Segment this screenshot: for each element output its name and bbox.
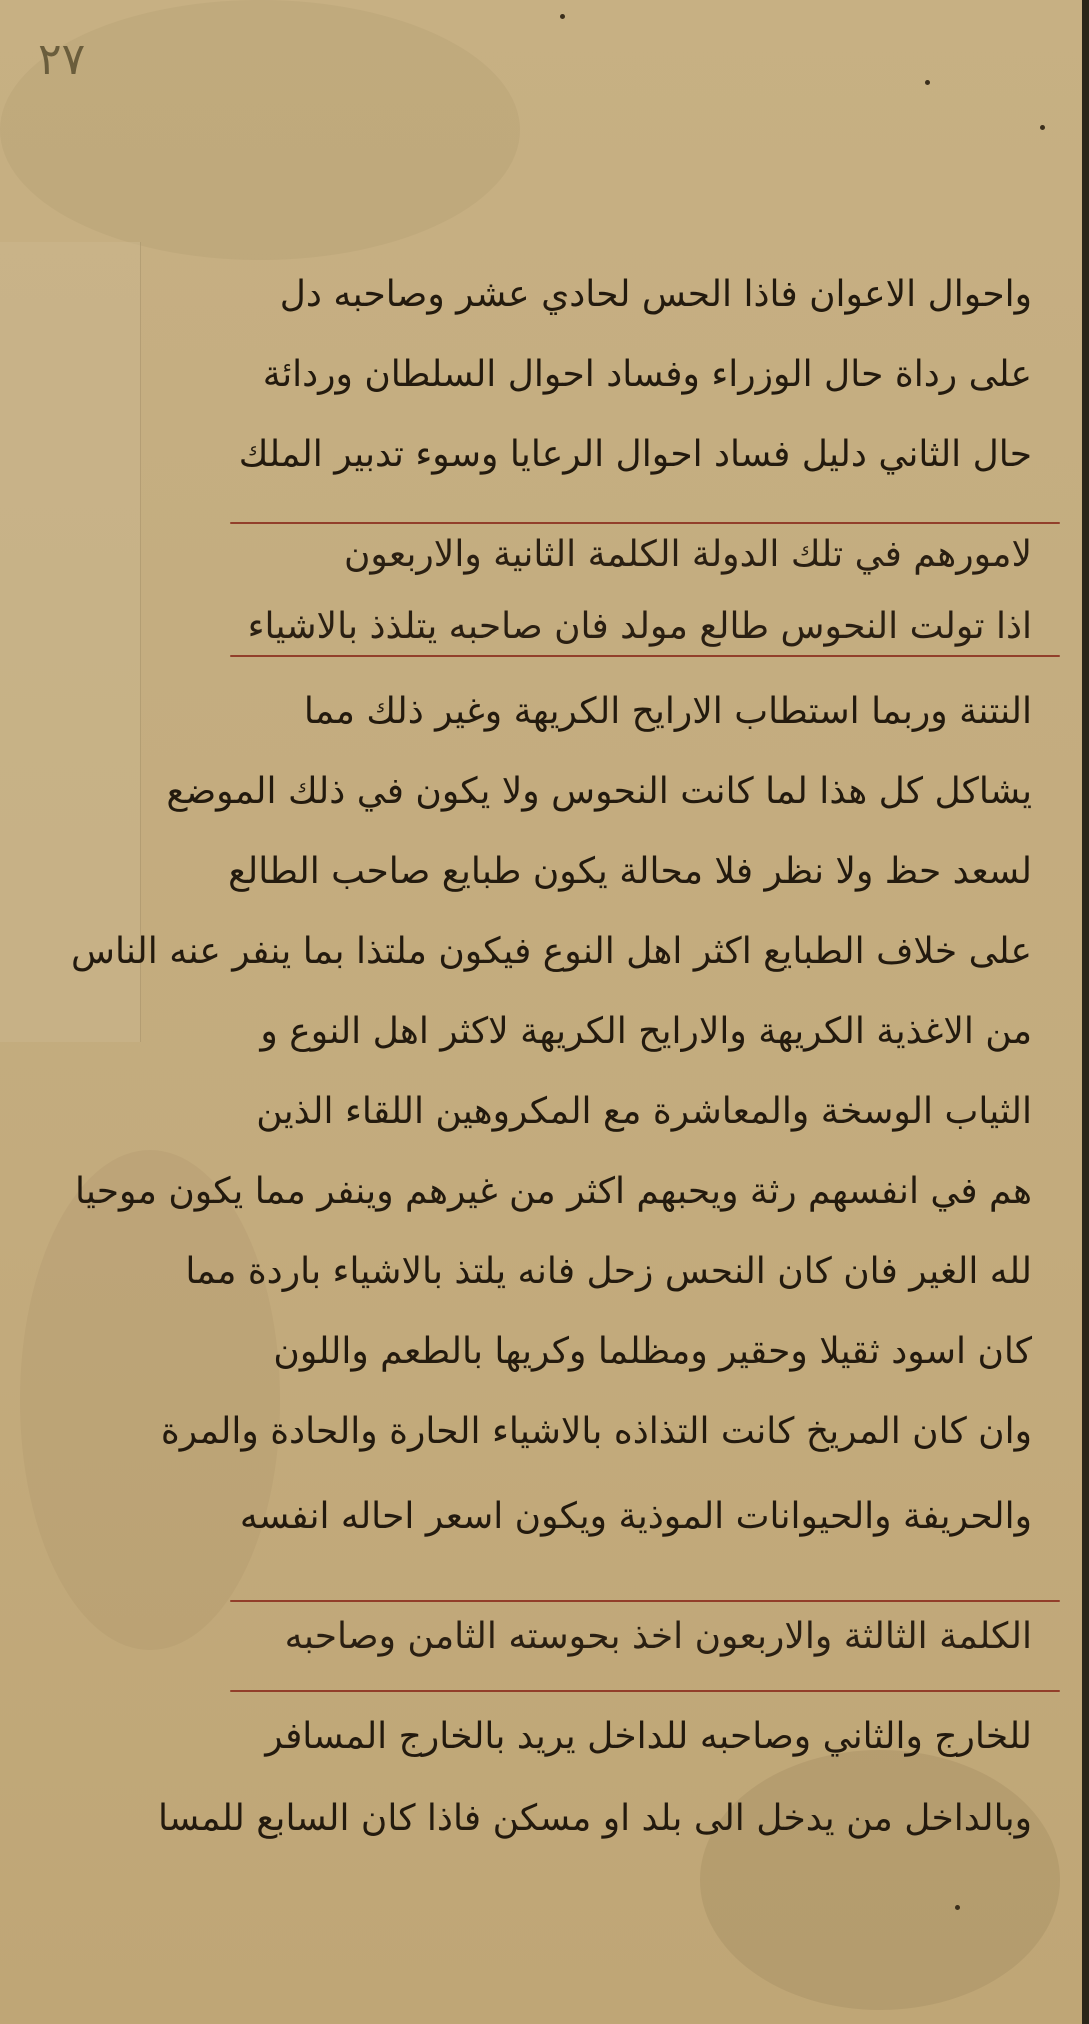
manuscript-line: وبالداخل من يدخل الى بلد او مسكن فاذا كان السابع للمسا [158, 1798, 1032, 1839]
manuscript-line: على رداة حال الوزراء وفساد احوال السلطان وردائة [262, 354, 1032, 395]
ink-speck [1040, 125, 1045, 130]
page-edge [1082, 0, 1089, 2024]
rubric-line [230, 1600, 1060, 1602]
manuscript-line: والحريفة والحيوانات الموذية ويكون اسعر احاله انفسه [239, 1496, 1032, 1537]
manuscript-line: وان كان المريخ كانت التذاذه بالاشياء الحارة والحادة والمرة [160, 1411, 1032, 1452]
manuscript-line: للخارج والثاني وصاحبه للداخل يريد بالخارج المسافر [265, 1716, 1032, 1757]
manuscript-line: لامورهم في تلك الدولة الكلمة الثانية والاربعون [343, 534, 1032, 575]
manuscript-line: كان اسود ثقيلا وحقير ومظلما وكريها بالطعم واللون [273, 1331, 1032, 1372]
manuscript-line: من الاغذية الكريهة والارايح الكريهة لاكثر اهل النوع و [260, 1011, 1032, 1052]
folio-number: ٢٧ [38, 34, 86, 85]
manuscript-line: يشاكل كل هذا لما كانت النحوس ولا يكون في ذلك الموضع [166, 771, 1032, 812]
manuscript-line: هم في انفسهم رثة ويحبهم اكثر من غيرهم وينفر مما يكون موحيا [74, 1171, 1032, 1212]
manuscript-line: اذا تولت النحوس طالع مولد فان صاحبه يتلذذ بالاشياء [247, 606, 1032, 647]
ink-speck [560, 14, 565, 19]
manuscript-line: الكلمة الثالثة والاربعون اخذ بحوسته الثامن وصاحبه [284, 1616, 1032, 1657]
ink-speck [925, 80, 930, 85]
manuscript-line: لسعد حظ ولا نظر فلا محالة يكون طبايع صاحب الطالع [228, 851, 1032, 892]
manuscript-line: الثياب الوسخة والمعاشرة مع المكروهين اللقاء الذين [256, 1091, 1032, 1132]
manuscript-line: النتنة وربما استطاب الارايح الكريهة وغير ذلك مما [303, 691, 1032, 732]
manuscript-line: حال الثاني دليل فساد احوال الرعايا وسوء تدبير الملك [238, 434, 1032, 475]
ink-speck [955, 1905, 960, 1910]
rubric-line [230, 1690, 1060, 1692]
manuscript-line: لله الغير فان كان النحس زحل فانه يلتذ بالاشياء باردة مما [185, 1251, 1032, 1292]
manuscript-line: على خلاف الطبايع اكثر اهل النوع فيكون ملتذا بما ينفر عنه الناس [71, 931, 1032, 972]
manuscript-line: واحوال الاعوان فاذا الحس لحادي عشر وصاحبه دل [279, 274, 1032, 315]
